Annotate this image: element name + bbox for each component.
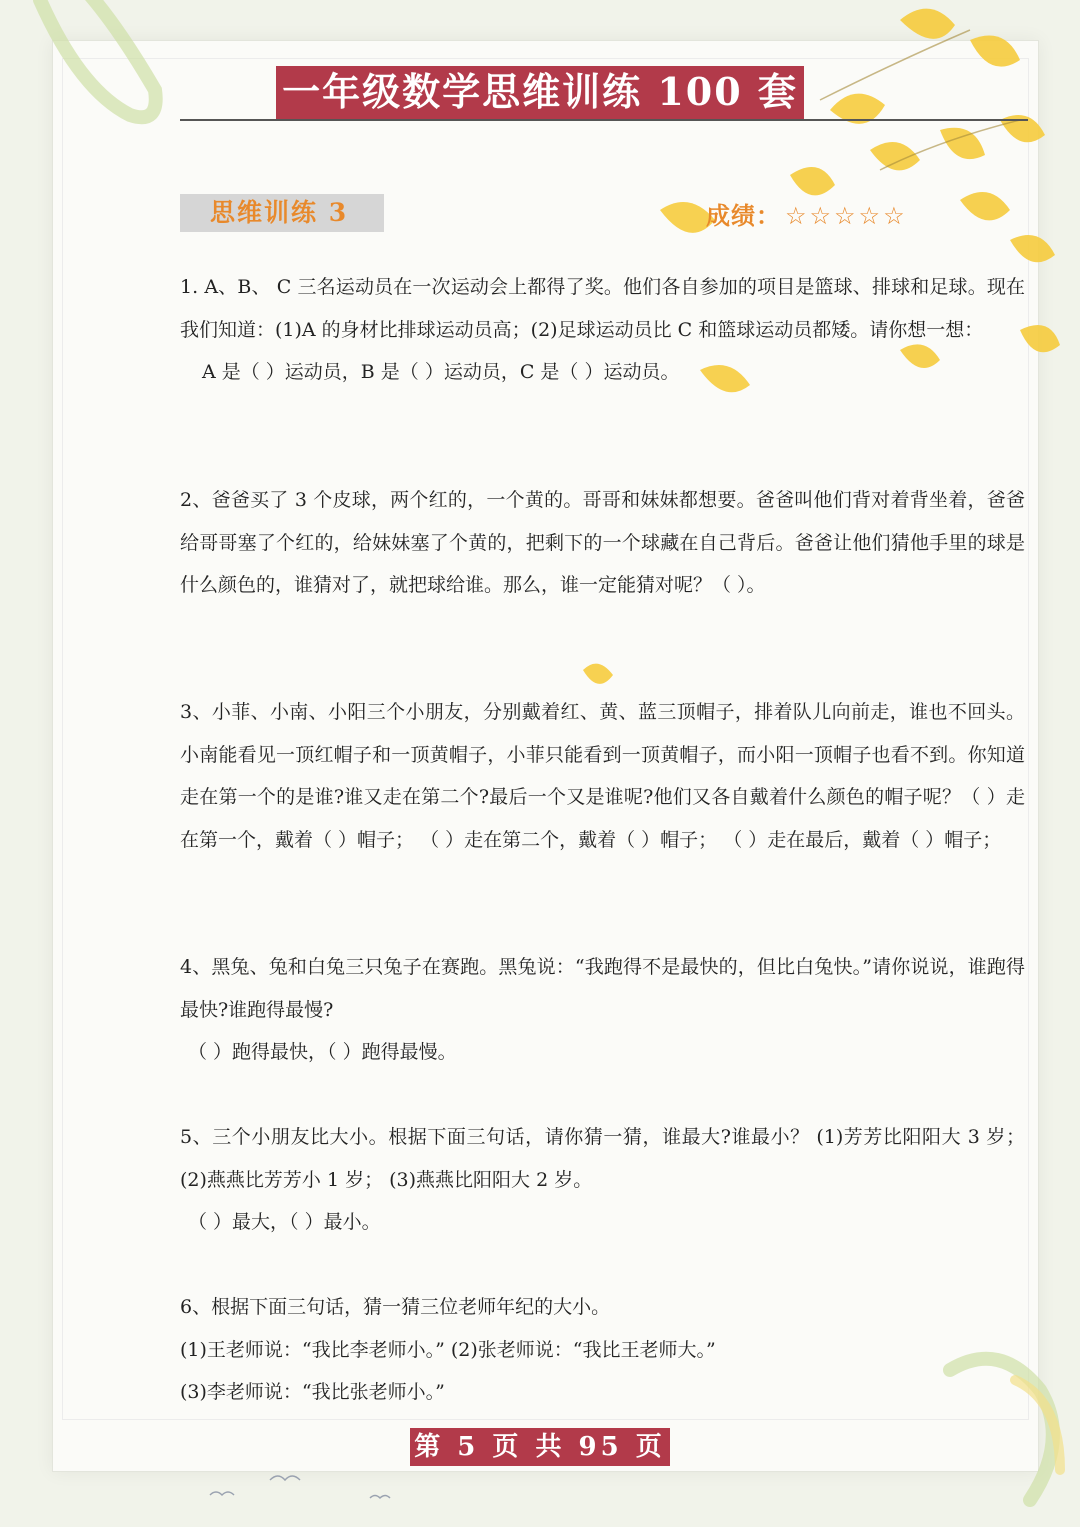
score-stars: ☆☆☆☆☆ — [785, 202, 908, 230]
title-underline — [180, 119, 1028, 121]
question-line: (3)李老师说：“我比张老师小。” — [180, 1381, 445, 1403]
question-text: 3、小菲、小南、小阳三个小朋友，分别戴着红、黄、蓝三顶帽子，排着队儿向前走，谁也不回头。小南能看见一顶红帽子和一顶黄帽子，小菲只能看到一顶黄帽子，而小阳一顶帽子也看不到。你知道走在第一个的是谁?谁又走在第二个?最后一个又是谁呢?他们又各自戴着什么颜色的帽子呢？（ ）走在第一个，戴着（ ）帽子； （ ）走在第二个，戴着（ ）帽子； （ ）走在最后，戴着（ ）帽子； — [180, 701, 1025, 851]
answer-line: （ ）跑得最快，（ ）跑得最慢。 — [188, 1041, 457, 1063]
question-text: 2、爸爸买了 3 个皮球，两个红的，一个黄的。哥哥和妹妹都想要。爸爸叫他们背对着背坐着，爸爸给哥哥塞了个红的，给妹妹塞了个黄的，把剩下的一个球藏在自己背后。爸爸让他们猜他手里的球是什么颜色的，谁猜对了，就把球给谁。那么，谁一定能猜对呢？（ ）。 — [180, 489, 1025, 596]
question-2 — [180, 479, 1025, 607]
score-area — [706, 196, 908, 231]
answer-line: （ ）最大，（ ）最小。 — [188, 1211, 381, 1233]
answer-line: A 是（ ）运动员，B 是（ ）运动员，C 是（ ）运动员。 — [202, 361, 680, 383]
question-text: 5、三个小朋友比大小。根据下面三句话，请你猜一猜，谁最大?谁最小？ (1)芳芳比阳阳大 3 岁； (2)燕燕比芳芳小 1 岁； (3)燕燕比阳阳大 2 岁。 — [180, 1126, 1025, 1191]
question-3 — [180, 691, 1025, 861]
question-5 — [180, 1116, 1025, 1244]
page-title: 一年级数学思维训练 100 套 — [276, 66, 804, 120]
question-4 — [180, 946, 1025, 1074]
title-area — [0, 66, 1080, 120]
question-line: (1)王老师说：“我比李老师小。” (2)张老师说：“我比王老师大。” — [180, 1338, 716, 1361]
question-6 — [180, 1286, 1025, 1414]
score-label: 成绩： — [706, 201, 781, 230]
question-text: 4、黑兔、兔和白兔三只兔子在赛跑。黑兔说：“我跑得不是最快的，但比白兔快。”请你说说，谁跑得最快?谁跑得最慢? — [180, 956, 1025, 1021]
question-text: 6、根据下面三句话，猜一猜三位老师年纪的大小。 — [180, 1296, 611, 1318]
footer-area — [0, 1428, 1080, 1466]
question-1 — [180, 266, 1025, 394]
section-label: 思维训练 3 — [180, 194, 384, 232]
question-text: 1. A、B、 C 三名运动员在一次运动会上都得了奖。他们各自参加的项目是篮球、排球和足球。现在我们知道：(1)A 的身材比排球运动员高；(2)足球运动员比 C 和篮球运动员都矮。请你想一想： — [180, 276, 1025, 341]
page-number-label: 第 5 页 共 95 页 — [410, 1428, 670, 1466]
